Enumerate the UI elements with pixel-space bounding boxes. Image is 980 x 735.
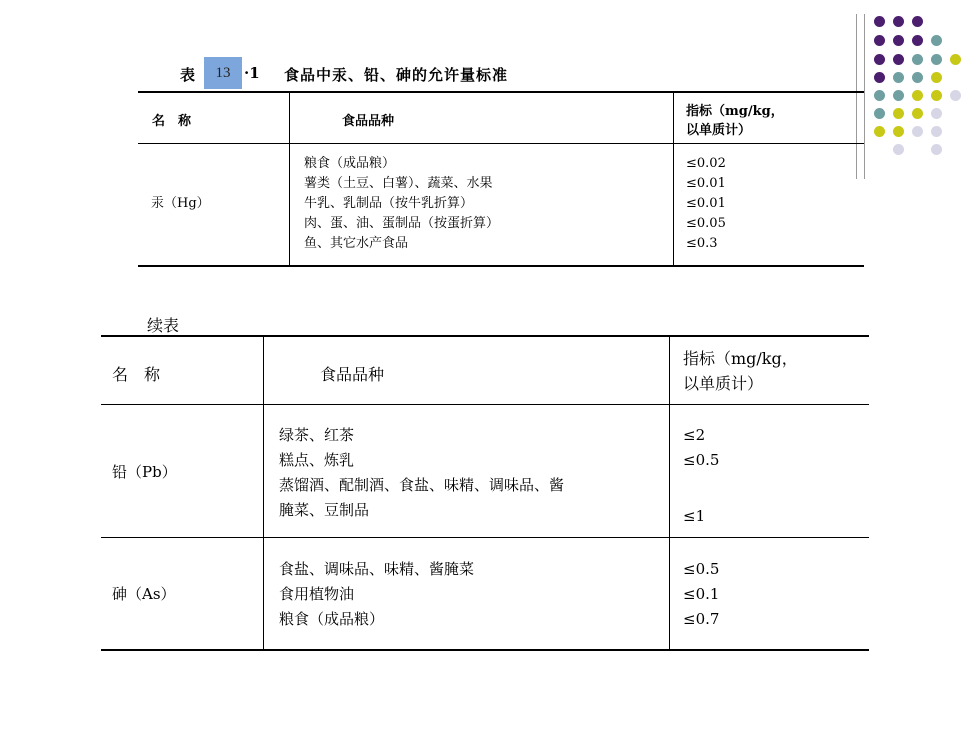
decor-vertical-line-right: [864, 14, 865, 179]
decor-dot: [874, 72, 885, 83]
decor-dot: [950, 54, 961, 65]
decor-dot: [874, 54, 885, 65]
decor-dot: [931, 72, 942, 83]
table1-bottom-rule: [138, 265, 864, 267]
table2-row-rule: [101, 537, 869, 538]
decor-dot: [931, 54, 942, 65]
decor-dot: [893, 35, 904, 46]
table2-caption: 续表: [147, 316, 180, 335]
table1-food-item: 薯类（土豆、白薯）、蔬菜、水果: [304, 176, 493, 191]
table1-header-index-line2: 以单质计）: [686, 123, 752, 138]
decor-dot: [931, 126, 942, 137]
decor-dot: [893, 16, 904, 27]
table2-row-pb-foods: [279, 423, 564, 523]
decor-dot: [874, 126, 885, 137]
decor-dot: [950, 90, 961, 101]
decor-dot: [874, 35, 885, 46]
table2-food-item: 绿茶、红茶: [279, 426, 355, 444]
table2-food-item: 食盐、调味品、味精、酱腌菜: [279, 560, 475, 578]
table2-col-divider-2: [669, 336, 670, 650]
table1-limit-item: ≤0.01: [686, 176, 726, 191]
table1-top-rule: [138, 91, 864, 93]
decor-dot: [874, 90, 885, 101]
table1-header-name: 名 称: [152, 114, 192, 129]
decor-dot: [912, 35, 923, 46]
decor-dot: [912, 72, 923, 83]
decor-dot: [912, 90, 923, 101]
table2-food-item: 蒸馏酒、配制酒、食盐、味精、调味品、酱: [279, 476, 565, 494]
table2-col-divider-1: [263, 336, 264, 650]
table2-limit-item: ≤0.5: [683, 560, 720, 578]
table2-limit-item: [683, 473, 719, 498]
decor-dot: [893, 144, 904, 155]
table2-top-rule: [101, 335, 869, 337]
table2-row-as-name: 砷（As）: [112, 585, 176, 603]
table1-limit-item: ≤0.02: [686, 156, 726, 171]
table2-row-pb-name: 铅（Pb）: [112, 463, 177, 481]
table1-food-item: 肉、蛋、油、蛋制品（按蛋折算）: [304, 216, 500, 231]
table1-row-limits: [686, 154, 726, 254]
decor-dot: [931, 108, 942, 119]
table1-header-rule: [138, 143, 864, 144]
decor-dot: [931, 35, 942, 46]
table2-header-food: 食品品种: [320, 365, 385, 384]
table1-limit-item: ≤0.3: [686, 236, 718, 251]
decor-dot: [931, 144, 942, 155]
decor-dot: [893, 108, 904, 119]
table2-header-index-line2: 以单质计）: [683, 374, 764, 393]
table2-header-name: 名 称: [112, 365, 161, 384]
decor-dot: [912, 126, 923, 137]
decor-dot: [912, 16, 923, 27]
decor-dot: [893, 90, 904, 101]
table1-title-suffix: ·1: [244, 64, 260, 82]
table2-food-item: 食用植物油: [279, 585, 355, 603]
table1-food-item: 牛乳、乳制品（按牛乳折算）: [304, 196, 474, 211]
table1-col-divider-1: [289, 92, 290, 266]
decor-dot: [893, 54, 904, 65]
table2-limit-item: ≤1: [683, 507, 706, 525]
table2-food-item: 腌菜、豆制品: [279, 501, 370, 519]
table1-food-item: 鱼、其它水产食品: [304, 236, 409, 251]
table2-limit-item: ≤0.5: [683, 451, 720, 469]
table1-title-prefix: 表: [180, 66, 196, 84]
decor-dot: [931, 90, 942, 101]
table1-row-foods: [304, 154, 499, 254]
slide-number-badge: 13: [204, 57, 242, 89]
table2-limit-item: ≤2: [683, 426, 706, 444]
decor-dot: [893, 126, 904, 137]
table2-bottom-rule: [101, 649, 869, 651]
table2-row-pb-limits: [683, 423, 719, 529]
table2-row-as-limits: [683, 557, 719, 632]
table2-row-as-foods: [279, 557, 474, 632]
table1-header-index-line1: 指标（mg/kg，: [686, 104, 784, 119]
decor-vertical-line-left: [856, 14, 857, 179]
table2-limit-item: ≤0.1: [683, 585, 720, 603]
table2-food-item: 糕点、炼乳: [279, 451, 355, 469]
table2-header-index-line1: 指标（mg/kg，: [683, 349, 798, 368]
table1-limit-item: ≤0.01: [686, 196, 726, 211]
decor-dot: [874, 108, 885, 119]
table1-limit-item: ≤0.05: [686, 216, 726, 231]
decor-dot: [912, 108, 923, 119]
table2-header-rule: [101, 404, 869, 405]
table1-row-name: 汞（Hg）: [151, 196, 210, 211]
table1-title: 食品中汞、铅、砷的允许量标准: [284, 66, 509, 84]
table2-food-item: 粮食（成品粮）: [279, 610, 385, 628]
decor-dot: [912, 54, 923, 65]
table1-header-food: 食品品种: [342, 114, 395, 129]
table1-col-divider-2: [673, 92, 674, 266]
table1-food-item: 粮食（成品粮）: [304, 156, 396, 171]
decor-dot: [893, 72, 904, 83]
table2-limit-item: ≤0.7: [683, 610, 720, 628]
decor-dot: [874, 16, 885, 27]
